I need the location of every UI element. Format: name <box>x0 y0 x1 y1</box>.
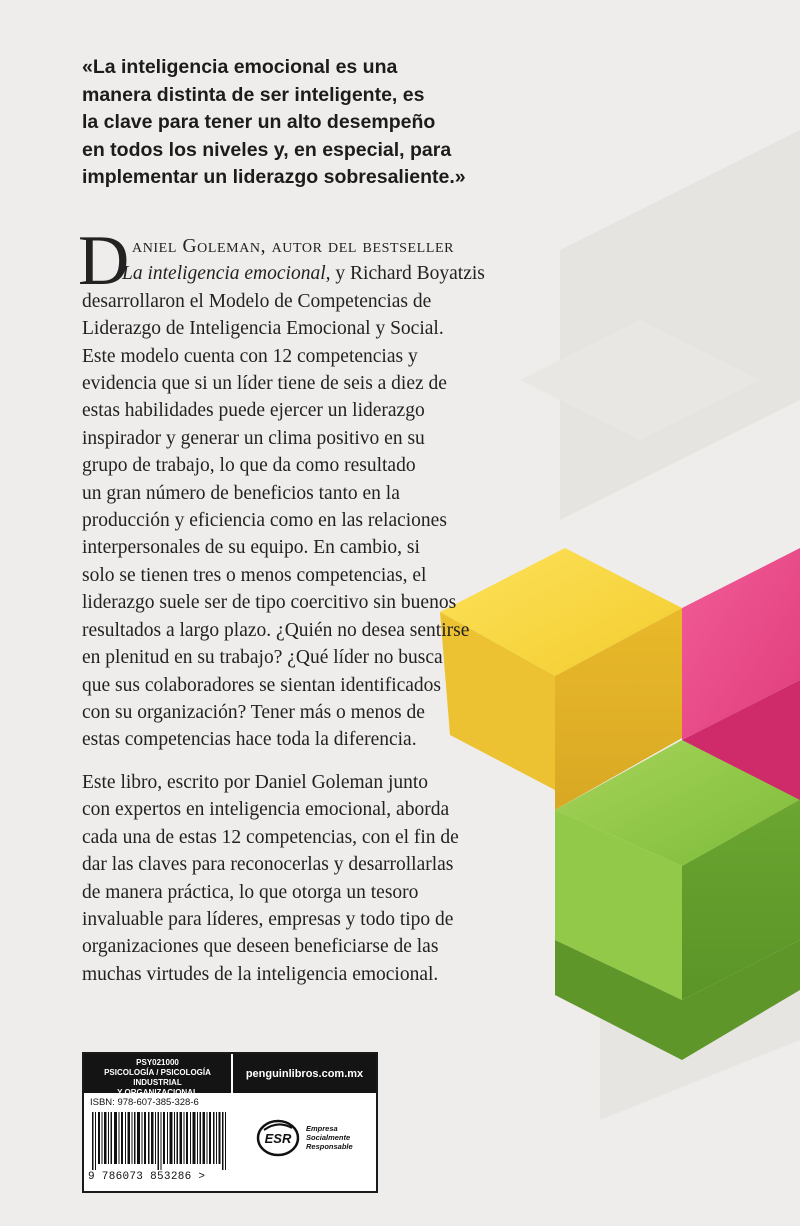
paragraph-line: cada una de estas 12 competencias, con el fin de <box>82 826 459 848</box>
publisher-info-box <box>82 1052 378 1193</box>
esr-line: Socialmente <box>306 1133 351 1142</box>
description-line: solo se tienen tres o menos competencias, el <box>82 564 427 586</box>
esr-line: Responsable <box>306 1142 353 1151</box>
paragraph-line: invaluable para líderes, empresas y todo tipo de <box>82 909 454 931</box>
description-line: que sus colaboradores se sientan identificados <box>82 674 442 696</box>
description-line: estas habilidades puede ejercer un liderazgo <box>82 400 425 422</box>
description-line: con su organización? Tener más o menos de <box>82 701 425 723</box>
paragraph-line: Este libro, escrito por Daniel Goleman junto <box>82 772 429 793</box>
description-line: Liderazgo de Inteligencia Emocional y Social. <box>82 318 444 340</box>
category-code: PSY021000 <box>136 1058 179 1067</box>
description-line: producción y eficiencia como en las relaciones <box>82 510 447 532</box>
drop-cap: D <box>78 222 130 300</box>
esr-label <box>306 1124 353 1151</box>
description-line: estas competencias hace toda la diferencia. <box>82 729 417 751</box>
esr-logo-text: ESR <box>264 1131 292 1146</box>
description-line: resultados a largo plazo. ¿Quién no desea sentirse <box>82 619 470 641</box>
paragraph-line: con expertos en inteligencia emocional, aborda <box>82 799 450 821</box>
description-line: Este modelo cuenta con 12 competencias y <box>82 345 418 367</box>
category-line: Y ORGANIZACIONAL <box>117 1088 198 1097</box>
esr-logo-icon <box>256 1118 300 1158</box>
description-line: evidencia que si un líder tiene de seis a diez de <box>82 373 447 395</box>
description-opening-smallcaps: aniel Goleman, autor del bestseller <box>132 236 455 257</box>
quote-line: la clave para tener un alto desempeño <box>82 111 436 133</box>
esr-line: Empresa <box>306 1124 338 1133</box>
quote-line: «La inteligencia emocional es una <box>82 56 398 78</box>
quote-line: manera distinta de ser inteligente, es <box>82 83 425 106</box>
paragraph-line: dar las claves para reconocerlas y desarrollarlas <box>82 854 454 876</box>
description-line: liderazgo suele ser de tipo coercitivo sin buenos <box>82 592 457 614</box>
paragraph-line: muchas virtudes de la inteligencia emocional. <box>82 963 439 985</box>
second-paragraph <box>82 769 522 988</box>
paragraph-line: organizaciones que deseen beneficiarse de las <box>82 936 439 958</box>
category-line: PSICOLOGÍA / PSICOLOGÍA INDUSTRIAL <box>104 1068 211 1087</box>
pull-quote <box>82 54 642 192</box>
barcode-icon <box>90 1112 228 1170</box>
isbn-label: ISBN: 978-607-385-328-6 <box>90 1097 199 1108</box>
publisher-website: penguinlibros.com.mx <box>233 1054 376 1093</box>
quote-line: en todos los niveles y, en especial, para <box>82 138 452 161</box>
paragraph-line: de manera práctica, lo que otorga un tesoro <box>82 881 419 903</box>
book-title-italic: La inteligencia emocional, <box>122 263 331 285</box>
category-block <box>84 1054 231 1097</box>
description-paragraph <box>82 233 522 754</box>
description-line: interpersonales de su equipo. En cambio, si <box>82 537 420 559</box>
description-line: y Richard Boyatzis <box>330 263 485 285</box>
quote-line: implementar un liderazgo sobresaliente.» <box>82 166 466 188</box>
description-line: desarrollaron el Modelo de Competencias de <box>82 290 432 312</box>
description-line: en plenitud en su trabajo? ¿Qué líder no busca <box>82 647 443 669</box>
barcode-number: 9 786073 853286 > <box>88 1171 206 1183</box>
description-line: un gran número de beneficios tanto en la <box>82 482 400 504</box>
description-line: inspirador y generar un clima positivo en su <box>82 427 425 449</box>
description-line: grupo de trabajo, lo que da como resultado <box>82 455 416 477</box>
